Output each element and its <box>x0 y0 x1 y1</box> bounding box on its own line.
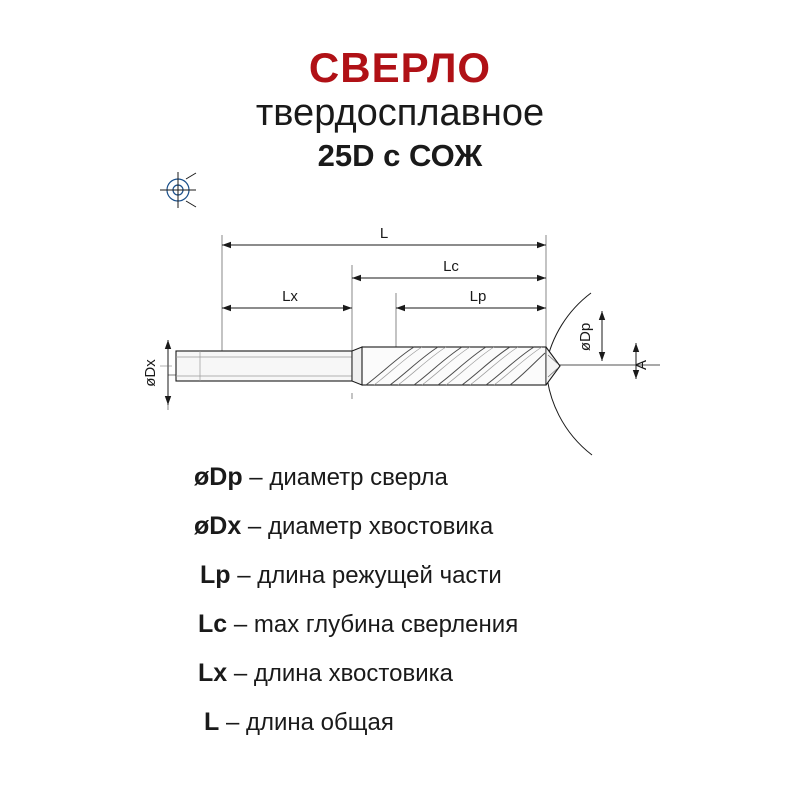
legend-text-lx: длина хвостовика <box>253 660 454 687</box>
dimension-shank-length <box>222 288 352 311</box>
legend-item-lc <box>182 612 782 637</box>
dimension-max-depth <box>352 258 546 281</box>
projection-symbol-icon <box>160 172 196 208</box>
legend-dash-l: – <box>225 709 240 736</box>
dimension-total-length <box>222 225 546 248</box>
page-subtitle-2: 25D с СОЖ <box>317 137 483 173</box>
dimension-flute-length <box>396 288 546 311</box>
legend-item-lp <box>182 563 782 588</box>
legend-dash-lc: – <box>233 611 248 638</box>
dimension-label-Lp: Lp <box>469 288 487 305</box>
dimension-drill-diameter <box>577 311 605 361</box>
page-subtitle-1: твердосплавное <box>255 92 545 135</box>
legend-dash-lp: – <box>237 562 251 589</box>
drill-body-illustration <box>160 347 560 399</box>
legend-text-lp: длина режущей части <box>257 562 502 589</box>
dimension-label-A: A <box>633 359 650 371</box>
dimension-label-Lc: Lc <box>443 258 459 275</box>
legend-list <box>182 465 782 759</box>
legend-symbol-dx: øDx <box>194 512 242 540</box>
dimension-label-L: L <box>379 225 389 242</box>
title-block <box>0 46 800 173</box>
legend-item-dx <box>182 514 782 539</box>
legend-text-dx: диаметр хвостовика <box>267 513 494 540</box>
dimension-shank-diameter <box>142 340 171 405</box>
legend-symbol-lc: Lc <box>198 610 228 638</box>
legend-symbol-lp: Lp <box>200 561 231 589</box>
legend-item-dp <box>182 465 782 490</box>
legend-dash-lx: – <box>233 660 248 687</box>
page-title: СВЕРЛО <box>308 44 492 91</box>
legend-symbol-lx: Lx <box>198 659 228 687</box>
technical-drawing <box>0 165 800 475</box>
legend-text-dp: диаметр сверла <box>269 464 448 491</box>
legend-symbol-dp: øDp <box>194 463 243 491</box>
legend-text-l: длина общая <box>245 709 394 736</box>
legend-symbol-l: L <box>204 708 220 736</box>
dimension-label-Dx: øDx <box>142 359 159 387</box>
legend-dash-dx: – <box>247 513 262 540</box>
legend-text-lc: max глубина сверления <box>253 611 519 638</box>
legend-dash-dp: – <box>249 464 263 491</box>
legend-item-l <box>182 710 782 735</box>
dimension-label-Lx: Lx <box>282 288 298 305</box>
dimension-label-Dp: øDp <box>577 322 594 352</box>
legend-item-lx <box>182 661 782 686</box>
